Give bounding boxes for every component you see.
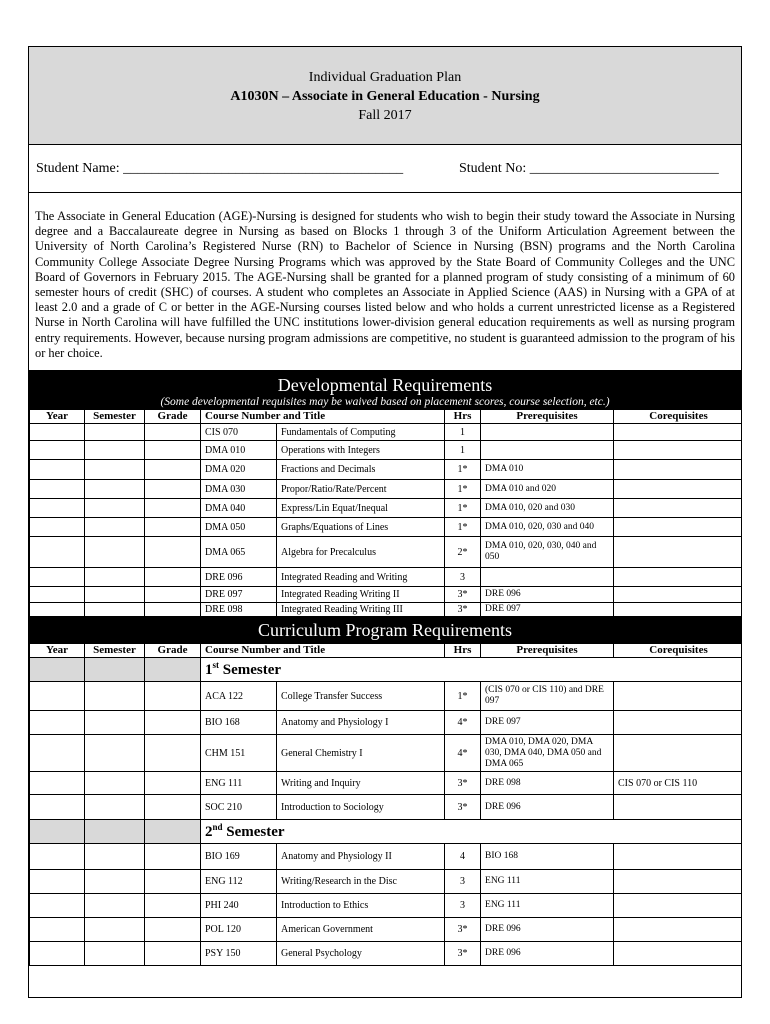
- grade-cell[interactable]: [145, 518, 201, 537]
- course-title: College Transfer Success: [277, 682, 445, 711]
- course-title: Integrated Reading and Writing: [277, 568, 445, 587]
- grade-cell[interactable]: [145, 568, 201, 587]
- course-prerequisites: ENG 111: [481, 870, 614, 894]
- course-row: [30, 424, 743, 441]
- col-coreq: Corequisites: [614, 644, 742, 658]
- course-prerequisites: DMA 010: [481, 460, 614, 480]
- grade-cell[interactable]: [145, 537, 201, 568]
- semester-header-spacer: [145, 820, 201, 844]
- semester-cell[interactable]: [85, 537, 145, 568]
- semester-label: [201, 820, 743, 844]
- semester-cell[interactable]: [85, 603, 145, 617]
- course-prerequisites: DRE 098: [481, 772, 614, 795]
- course-title: Graphs/Equations of Lines: [277, 518, 445, 537]
- course-corequisites: [614, 942, 742, 966]
- grade-cell[interactable]: [145, 480, 201, 499]
- course-prerequisites: DRE 097: [481, 711, 614, 735]
- semester-cell[interactable]: [85, 711, 145, 735]
- semester-cell[interactable]: [85, 772, 145, 795]
- course-row: [30, 587, 743, 603]
- year-cell[interactable]: [30, 711, 85, 735]
- semester-cell[interactable]: [85, 480, 145, 499]
- semester-cell[interactable]: [85, 587, 145, 603]
- course-number: CIS 070: [201, 424, 277, 441]
- course-number: CHM 151: [201, 735, 277, 772]
- course-title: Integrated Reading Writing III: [277, 603, 445, 617]
- year-cell[interactable]: [30, 499, 85, 518]
- col-hrs: Hrs: [445, 644, 481, 658]
- course-corequisites: [614, 894, 742, 918]
- course-number: SOC 210: [201, 795, 277, 820]
- grade-cell[interactable]: [145, 682, 201, 711]
- curriculum-heading: Curriculum Program Requirements: [258, 620, 512, 640]
- course-hours: 3*: [445, 795, 481, 820]
- semester-header-spacer: [30, 658, 85, 682]
- course-corequisites: [614, 460, 742, 480]
- course-hours: 3*: [445, 772, 481, 795]
- course-number: ACA 122: [201, 682, 277, 711]
- semester-header-spacer: [30, 820, 85, 844]
- grade-cell[interactable]: [145, 918, 201, 942]
- course-row: [30, 942, 743, 966]
- student-info-row: [29, 145, 741, 193]
- semester-cell[interactable]: [85, 568, 145, 587]
- title-box: [29, 47, 741, 145]
- course-number: DRE 096: [201, 568, 277, 587]
- grade-cell[interactable]: [145, 441, 201, 460]
- col-grade: Grade: [145, 410, 201, 424]
- course-hours: 1*: [445, 480, 481, 499]
- course-title: General Psychology: [277, 942, 445, 966]
- year-cell[interactable]: [30, 795, 85, 820]
- course-prerequisites: DMA 010, DMA 020, DMA 030, DMA 040, DMA 050 and DMA 065: [481, 735, 614, 772]
- course-corequisites: [614, 603, 742, 617]
- semester-header-row: [30, 658, 743, 682]
- course-row: [30, 460, 743, 480]
- course-prerequisites: ENG 111: [481, 894, 614, 918]
- grade-cell[interactable]: [145, 460, 201, 480]
- semester-header-spacer: [85, 820, 145, 844]
- course-hours: 3: [445, 568, 481, 587]
- course-row: [30, 682, 743, 711]
- course-number: BIO 169: [201, 844, 277, 870]
- semester-label: [201, 658, 743, 682]
- col-course: Course Number and Title: [201, 410, 445, 424]
- course-number: BIO 168: [201, 711, 277, 735]
- developmental-heading: Developmental Requirements: [277, 375, 493, 395]
- course-prerequisites: DMA 010, 020, 030, 040 and 050: [481, 537, 614, 568]
- course-title: Introduction to Ethics: [277, 894, 445, 918]
- year-cell[interactable]: [30, 918, 85, 942]
- year-cell[interactable]: [30, 844, 85, 870]
- course-prerequisites: (CIS 070 or CIS 110) and DRE 097: [481, 682, 614, 711]
- course-title: Integrated Reading Writing II: [277, 587, 445, 603]
- course-corequisites: [614, 480, 742, 499]
- course-hours: 1: [445, 441, 481, 460]
- course-title: Introduction to Sociology: [277, 795, 445, 820]
- course-number: DMA 065: [201, 537, 277, 568]
- course-number: DMA 050: [201, 518, 277, 537]
- year-cell[interactable]: [30, 460, 85, 480]
- year-cell[interactable]: [30, 587, 85, 603]
- student-number-field[interactable]: Student No: ___________________________: [459, 161, 719, 176]
- semester-cell[interactable]: [85, 424, 145, 441]
- course-title: Anatomy and Physiology I: [277, 711, 445, 735]
- semester-cell[interactable]: [85, 894, 145, 918]
- course-number: DMA 010: [201, 441, 277, 460]
- course-number: PHI 240: [201, 894, 277, 918]
- col-prereq: Prerequisites: [481, 410, 614, 424]
- course-number: DMA 040: [201, 499, 277, 518]
- course-title: Writing/Research in the Disc: [277, 870, 445, 894]
- course-prerequisites: DRE 096: [481, 918, 614, 942]
- year-cell[interactable]: [30, 942, 85, 966]
- curriculum-table: [29, 643, 742, 966]
- developmental-band: [29, 371, 741, 409]
- developmental-body: [30, 424, 743, 617]
- course-number: DRE 098: [201, 603, 277, 617]
- course-number: DMA 020: [201, 460, 277, 480]
- semester-number: 1: [205, 662, 213, 678]
- course-row: [30, 480, 743, 499]
- semester-cell[interactable]: [85, 844, 145, 870]
- semester-cell[interactable]: [85, 735, 145, 772]
- year-cell[interactable]: [30, 537, 85, 568]
- course-number: DRE 097: [201, 587, 277, 603]
- grade-cell[interactable]: [145, 795, 201, 820]
- col-year: Year: [30, 410, 85, 424]
- course-hours: 1*: [445, 518, 481, 537]
- curriculum-header-row: [30, 644, 743, 658]
- semester-number: 2: [205, 824, 213, 840]
- course-corequisites: [614, 499, 742, 518]
- course-corequisites: [614, 844, 742, 870]
- course-hours: 3: [445, 894, 481, 918]
- course-corequisites: [614, 682, 742, 711]
- course-prerequisites: DRE 096: [481, 587, 614, 603]
- col-coreq: Corequisites: [614, 410, 742, 424]
- course-number: PSY 150: [201, 942, 277, 966]
- course-prerequisites: [481, 441, 614, 460]
- developmental-header-row: [30, 410, 743, 424]
- col-semester: Semester: [85, 644, 145, 658]
- course-row: [30, 735, 743, 772]
- course-hours: 3*: [445, 918, 481, 942]
- curriculum-band: [29, 617, 741, 643]
- col-course: Course Number and Title: [201, 644, 445, 658]
- semester-header-spacer: [145, 658, 201, 682]
- col-prereq: Prerequisites: [481, 644, 614, 658]
- semester-word: Semester: [222, 824, 285, 840]
- col-grade: Grade: [145, 644, 201, 658]
- course-hours: 4: [445, 844, 481, 870]
- course-row: [30, 711, 743, 735]
- course-prerequisites: DRE 096: [481, 795, 614, 820]
- course-number: ENG 112: [201, 870, 277, 894]
- course-corequisites: [614, 518, 742, 537]
- semester-header-row: [30, 820, 743, 844]
- course-row: [30, 568, 743, 587]
- course-row: [30, 441, 743, 460]
- course-title: Fundamentals of Computing: [277, 424, 445, 441]
- course-title: Fractions and Decimals: [277, 460, 445, 480]
- course-corequisites: [614, 537, 742, 568]
- course-prerequisites: DRE 097: [481, 603, 614, 617]
- semester-cell[interactable]: [85, 870, 145, 894]
- course-corequisites: [614, 568, 742, 587]
- course-title: American Government: [277, 918, 445, 942]
- course-title: Algebra for Precalculus: [277, 537, 445, 568]
- grade-cell[interactable]: [145, 587, 201, 603]
- course-hours: 3*: [445, 603, 481, 617]
- course-row: [30, 603, 743, 617]
- graduation-plan-page: [28, 46, 742, 998]
- course-hours: 3*: [445, 587, 481, 603]
- semester-cell[interactable]: [85, 918, 145, 942]
- course-prerequisites: DMA 010 and 020: [481, 480, 614, 499]
- course-hours: 3: [445, 870, 481, 894]
- year-cell[interactable]: [30, 603, 85, 617]
- year-cell[interactable]: [30, 480, 85, 499]
- course-prerequisites: DMA 010, 020, 030 and 040: [481, 518, 614, 537]
- course-number: DMA 030: [201, 480, 277, 499]
- year-cell[interactable]: [30, 894, 85, 918]
- course-corequisites: [614, 918, 742, 942]
- course-corequisites: [614, 795, 742, 820]
- course-corequisites: [614, 711, 742, 735]
- grade-cell[interactable]: [145, 894, 201, 918]
- semester-cell[interactable]: [85, 460, 145, 480]
- year-cell[interactable]: [30, 441, 85, 460]
- course-corequisites: [614, 441, 742, 460]
- course-title: Express/Lin Equat/Inequal: [277, 499, 445, 518]
- course-corequisites: [614, 587, 742, 603]
- grade-cell[interactable]: [145, 772, 201, 795]
- semester-ordinal: st: [212, 660, 219, 670]
- program-title: A1030N – Associate in General Education - Nursing: [230, 89, 540, 104]
- grade-cell[interactable]: [145, 603, 201, 617]
- course-title: Anatomy and Physiology II: [277, 844, 445, 870]
- program-description: The Associate in General Education (AGE)-Nursing is designed for students who wish to begin their study toward the Associate in Nursing degree and a Baccalaureate degree in Nursing as based on Blocks 1 through 3 of the Uniform Articulation Agreement between the University of North Carolina’s Registered Nurse (RN) to Bachelor of Science in Nursing (BSN) programs and the North Carolina Community College Associate Degree Nursing Programs which was approved by the State Board of Community Colleges and the UNC Board of Governors in February 2015. The AGE-Nursing shall be granted for a planned program of study consisting of a minimum of 60 semester hours of credit (SHC) of courses. A student who completes an Associate in Applied Science (AAS) in Nursing with a GPA of at least 2.0 and a grade of C or better in the AGE-Nursing courses listed below and who holds a current unrestricted license as a Registered Nurse in North Carolina will have fulfilled the UNC institutions lower-division general education requirements as well as nursing program entry requirements. However, because nursing program admissions are competitive, no student is guaranteed admission to the program of his or her choice.: [29, 193, 741, 371]
- grade-cell[interactable]: [145, 870, 201, 894]
- course-hours: 1*: [445, 682, 481, 711]
- developmental-note: (Some developmental requisites may be waived based on placement scores, course selection, etc.): [160, 396, 610, 408]
- year-cell[interactable]: [30, 772, 85, 795]
- curriculum-body: [30, 658, 743, 966]
- course-prerequisites: DMA 010, 020 and 030: [481, 499, 614, 518]
- term-label: Fall 2017: [358, 108, 412, 123]
- year-cell[interactable]: [30, 568, 85, 587]
- course-row: [30, 894, 743, 918]
- semester-cell[interactable]: [85, 795, 145, 820]
- year-cell[interactable]: [30, 735, 85, 772]
- course-hours: 1*: [445, 499, 481, 518]
- course-corequisites: [614, 735, 742, 772]
- year-cell[interactable]: [30, 518, 85, 537]
- grade-cell[interactable]: [145, 735, 201, 772]
- course-row: [30, 795, 743, 820]
- course-row: [30, 537, 743, 568]
- developmental-table: [29, 409, 742, 617]
- year-cell[interactable]: [30, 682, 85, 711]
- course-corequisites: [614, 870, 742, 894]
- course-number: ENG 111: [201, 772, 277, 795]
- semester-cell[interactable]: [85, 518, 145, 537]
- course-hours: 1: [445, 424, 481, 441]
- semester-cell[interactable]: [85, 441, 145, 460]
- semester-ordinal: nd: [212, 822, 223, 832]
- course-row: [30, 870, 743, 894]
- semester-header-spacer: [85, 658, 145, 682]
- course-corequisites: CIS 070 or CIS 110: [614, 772, 742, 795]
- grade-cell[interactable]: [145, 711, 201, 735]
- grade-cell[interactable]: [145, 424, 201, 441]
- course-prerequisites: [481, 568, 614, 587]
- col-semester: Semester: [85, 410, 145, 424]
- course-hours: 4*: [445, 735, 481, 772]
- semester-cell[interactable]: [85, 499, 145, 518]
- course-number: POL 120: [201, 918, 277, 942]
- col-hrs: Hrs: [445, 410, 481, 424]
- course-row: [30, 499, 743, 518]
- course-prerequisites: DRE 096: [481, 942, 614, 966]
- course-title: Operations with Integers: [277, 441, 445, 460]
- course-title: General Chemistry I: [277, 735, 445, 772]
- year-cell[interactable]: [30, 424, 85, 441]
- semester-cell[interactable]: [85, 682, 145, 711]
- course-hours: 4*: [445, 711, 481, 735]
- course-row: [30, 772, 743, 795]
- course-prerequisites: [481, 424, 614, 441]
- course-title: Writing and Inquiry: [277, 772, 445, 795]
- grade-cell[interactable]: [145, 499, 201, 518]
- course-row: [30, 518, 743, 537]
- semester-cell[interactable]: [85, 942, 145, 966]
- course-row: [30, 918, 743, 942]
- course-hours: 1*: [445, 460, 481, 480]
- col-year: Year: [30, 644, 85, 658]
- year-cell[interactable]: [30, 870, 85, 894]
- course-corequisites: [614, 424, 742, 441]
- grade-cell[interactable]: [145, 844, 201, 870]
- grade-cell[interactable]: [145, 942, 201, 966]
- semester-word: Semester: [219, 662, 282, 678]
- course-row: [30, 844, 743, 870]
- plan-title: Individual Graduation Plan: [308, 70, 462, 85]
- course-hours: 3*: [445, 942, 481, 966]
- course-prerequisites: BIO 168: [481, 844, 614, 870]
- course-title: Propor/Ratio/Rate/Percent: [277, 480, 445, 499]
- course-hours: 2*: [445, 537, 481, 568]
- student-name-field[interactable]: Student Name: ________________________________________: [36, 161, 404, 176]
